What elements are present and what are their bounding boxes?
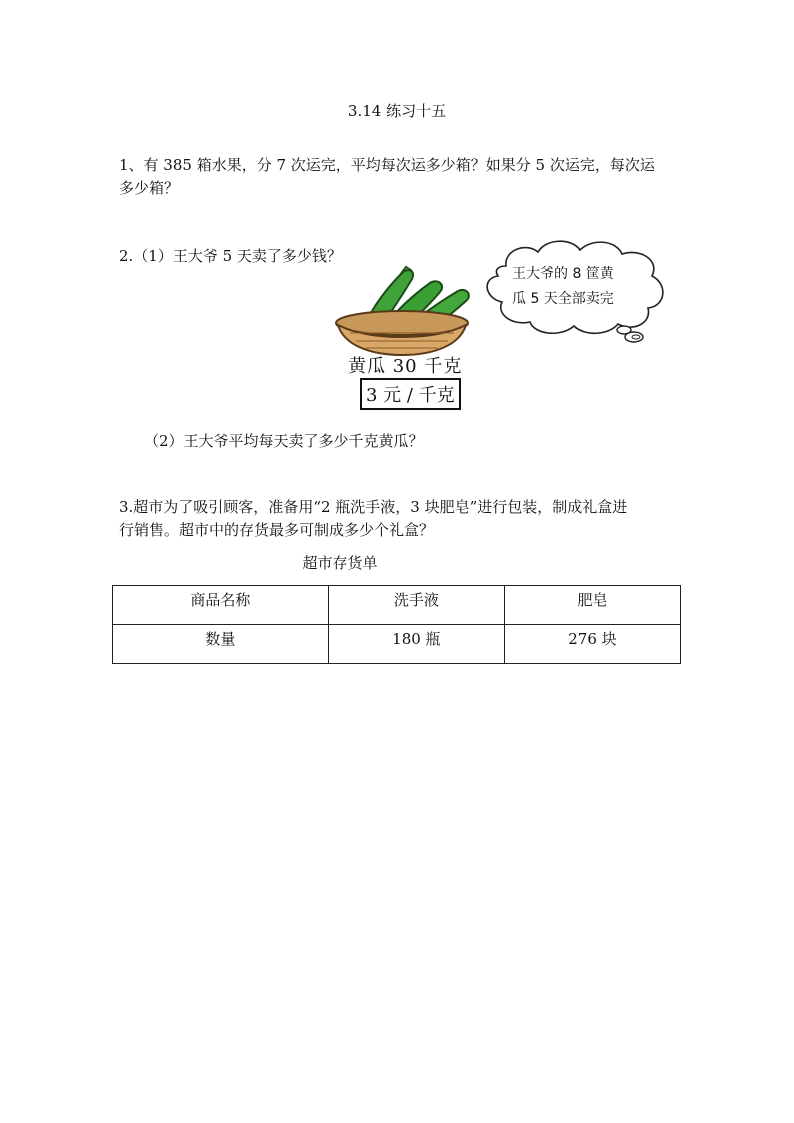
page-title: 3.14 练习十五	[347, 102, 447, 120]
question-1	[119, 154, 679, 200]
price-label: 黄瓜 30 千克	[348, 356, 463, 377]
thought-bubble-line-2: 瓜 5 天全部卖完	[512, 291, 614, 307]
table-caption: 超市存货单	[302, 554, 378, 572]
question-2-part-1: 2.（1）王大爷 5 天卖了多少钱？	[119, 247, 342, 265]
table-header-cell: 肥皂	[504, 586, 680, 625]
thought-bubble-text	[512, 262, 632, 312]
basket	[336, 311, 468, 355]
question-2-part-2: （2）王大爷平均每天卖了多少千克黄瓜？	[144, 432, 424, 450]
thought-bubble-line-1: 王大爷的 8 筐黄	[512, 266, 614, 282]
table-header-cell: 商品名称	[113, 586, 329, 625]
question-3-line-1: 3.超市为了吸引顾客，准备用“2 瓶洗手液，3 块肥皂”进行包装，制成礼盒进	[119, 498, 628, 516]
table-row	[113, 625, 681, 664]
question-1-line-2: 多少箱？	[119, 179, 180, 197]
question-3	[119, 496, 679, 542]
inventory-table	[112, 585, 681, 664]
table-cell: 数量	[113, 625, 329, 664]
cucumber-basket-illustration	[330, 265, 480, 357]
table-header-cell: 洗手液	[328, 586, 504, 625]
table-cell: 276 块	[504, 625, 680, 664]
price-box: 3 元 / 千克	[360, 378, 461, 410]
table-header-row	[113, 586, 681, 625]
question-1-line-1: 1、有 385 箱水果，分 7 次运完，平均每次运多少箱？如果分 5 次运完，每次运	[119, 156, 655, 174]
table-cell: 180 瓶	[328, 625, 504, 664]
question-3-line-2: 行销售。超市中的存货最多可制成多少个礼盒？	[119, 521, 435, 539]
